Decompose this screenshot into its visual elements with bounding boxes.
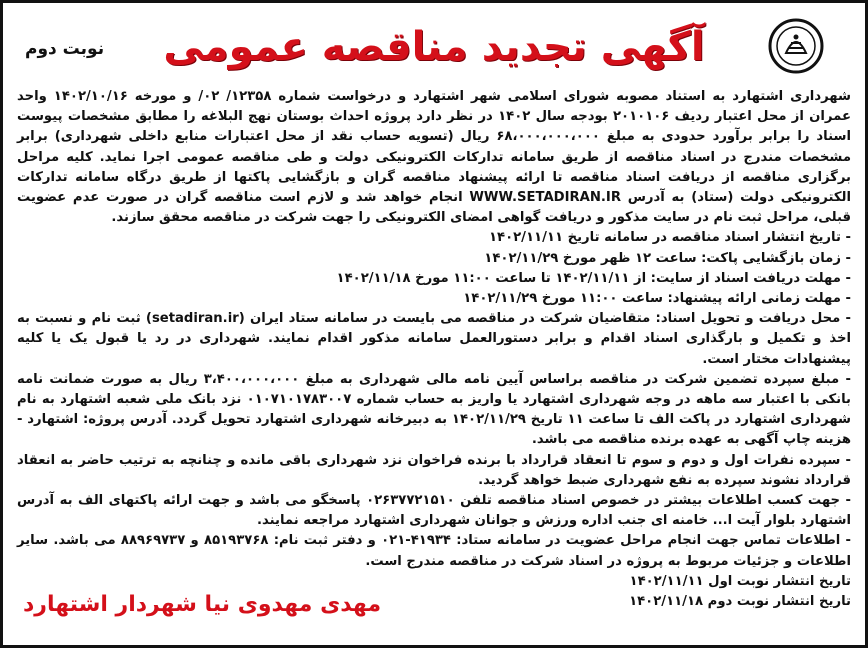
round-label: نوبت دوم (25, 39, 105, 59)
list-item: - مهلت دریافت اسناد از سایت: از ۱۴۰۲/۱۱/۱۱ تا ساعت ۱۱:۰۰ مورخ ۱۴۰۲/۱۱/۱۸ (336, 270, 851, 286)
mayor-signature: مهدی مهدوی نیا شهردار اشتهارد (23, 592, 382, 617)
list-item: - محل دریافت و تحویل اسناد: متقاضیان شرکت در مناقصه می بایست در سامانه ستاد ایران (setadiran.ir) ثبت نام و نسبت به اخذ و تکمیل و بارگذاری اسناد اقدام و برابر دستورالعمل سامانه مذکور اقدام نمایند. شهرداری در رد یا قبول یک یا کلیه پیشنهادات مختار است. (17, 311, 851, 367)
first-publish-date: تاریخ انتشار نوبت اول ۱۴۰۲/۱۱/۱۱ (629, 573, 851, 589)
list-item: - تاریخ انتشار اسناد مناقصه در سامانه تاریخ ۱۴۰۲/۱۱/۱۱ (488, 230, 851, 246)
list-item: - مبلغ سپرده تضمین شرکت در مناقصه براساس آیین نامه مالی شهرداری به مبلغ ۳،۴۰۰،۰۰۰،۰۰۰ ریال به صورت ضمانت نامه بانکی با اعتبار سه ماهه در وجه شهرداری اشتهارد یا واریز به حساب شماره ۰۱۰۷۱۰۱۷۸۳۰۰۷ نزد بانک ملی شعبه اشتهارد به نام شهرداری اشتهارد در پاکت الف تا ساعت ۱۱ تاریخ ۱۴۰۲/۱۱/۲۹ به دبیرخانه شهرداری اشتهارد تحویل گردد. آدرس پروژه: اشتهارد - هزینه چاپ آگهی به عهده برنده مناقصه می باشد. (17, 371, 852, 448)
list-item: - زمان بازگشایی پاکت: ساعت ۱۲ ظهر مورخ ۱۴۰۲/۱۱/۲۹ (484, 250, 851, 266)
notice-body (17, 87, 851, 612)
list-item: - اطلاعات تماس جهت انجام مراحل عضویت در سامانه ستاد: ۴۱۹۳۴-۰۲۱ و دفتر ثبت نام: ۸۵۱۹۳۷۶۸ و ۸۸۹۶۹۷۳۷ می باشد. سایر اطلاعات و جزئیات مربوط به پروژه در اسناد شرکت در مناقصه مندرج است. (17, 533, 852, 569)
second-publish-date: تاریخ انتشار نوبت دوم ۱۴۰۲/۱۱/۱۸ (629, 594, 851, 610)
list-item: - مهلت زمانی ارائه پیشنهاد: ساعت ۱۱:۰۰ مورخ ۱۴۰۲/۱۱/۲۹ (463, 291, 851, 307)
notice-title: آگهی تجدید مناقصه عمومی (163, 24, 705, 70)
notice-header (3, 9, 865, 87)
intro-paragraph: شهرداری اشتهارد به استناد مصوبه شورای اسلامی شهر اشتهارد و درخواست شماره ۱۲۳۵۸/ ۰۲/ و مورخه ۱۴۰۲/۱۰/۱۶ واحد عمران از محل اعتبار ردیف ۲۰۱۰۱۰۶ بودجه سال ۱۴۰۲ در نظر دارد پروژه احداث بوستان نهج البلاغه را مطابق مشخصات پیوست اسناد را برابر برآورد حدودی به مبلغ ۶۸،۰۰۰،۰۰۰،۰۰۰ ریال (تسویه حساب نقد از محل اعتبارات منابع داخلی شهرداری) برابر مشخصات مندرج در اسناد مناقصه از طریق سامانه تدارکات الکترونیکی دولت و طی مناقصه عمومی اجرا نماید. کلیه مراحل برگزاری مناقصه از دریافت اسناد مناقصه تا ارائه پیشنهاد مناقصه گران و بازگشایی پاکتها از طریق درگاه سامانه تدارکات الکترونیکی دولت (ستاد) به آدرس WWW.SETADIRAN.IR انجام خواهد شد و لازم است مناقصه گران در صورت عدم عضویت قبلی، مراحل ثبت نام در سایت مذکور و دریافت گواهی امضای الکترونیکی را جهت شرکت در مناقصه محقق سازند. (17, 89, 852, 226)
conditions-list (17, 228, 851, 571)
municipality-seal-icon (767, 17, 825, 75)
list-item: - سپرده نفرات اول و دوم و سوم تا انعقاد قرارداد با برنده فراخوان نزد شهرداری باقی مانده و چنانچه به ترتیب حاضر به انعقاد قرارداد نشوند سپرده به نفع شهرداری ضبط خواهد گردید. (17, 452, 851, 488)
list-item: - جهت کسب اطلاعات بیشتر در خصوص اسناد مناقصه تلفن ۰۲۶۳۷۷۲۱۵۱۰ پاسخگو می باشد و جهت ارائه پاکتهای الف به آدرس اشتهارد بلوار آیت ا... خامنه ای جنب اداره ورزش و جوانان شهرداری اشتهارد مراجعه نمایند. (17, 493, 852, 529)
